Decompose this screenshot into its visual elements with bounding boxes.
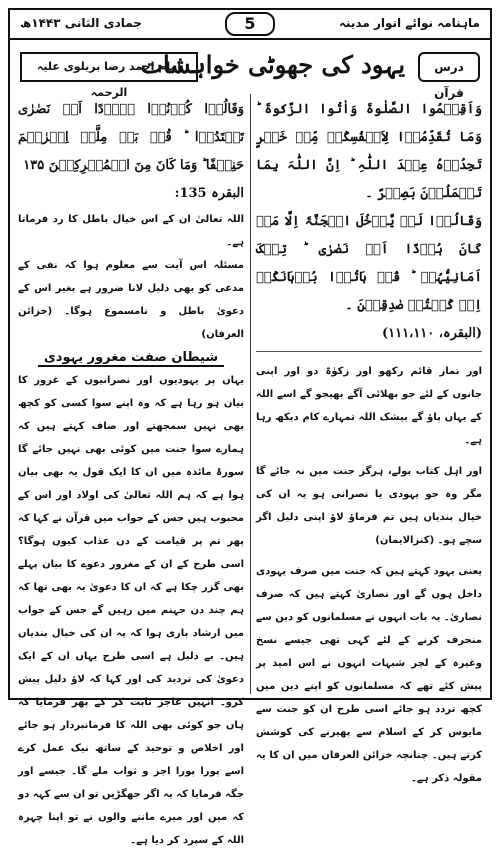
quran-verse-2: وَقَالُوۡا لَنۡ یَّدۡخُلَ الۡجَنَّۃَ اِلَّا مَنۡ کَانَ ہُوۡدًا اَوۡ نَصٰرٰی ؕ تِلۡکَ اَمَانِیُّہُمۡ ؕ قُلۡ ہَاتُوۡا بُرۡہَانَکُمۡ اِنۡ کُنۡتُمۡ صٰدِقِیۡنَ ۔ <box>256 214 482 313</box>
quran-verse-1: وَاَقِیۡمُوا الصَّلٰوۃَ وَاٰتُوا الزَّکٰوۃَ ؕ وَمَا تُقَدِّمُوۡا لِاَنۡفُسِکُمۡ مِّنۡ خَیۡرٍ تَجِدُوۡہُ عِنۡدَ اللّٰہِ ؕ اِنَّ اللّٰہَ بِمَا تَعۡمَلُوۡنَ بَصِیۡرٌ ۔ <box>256 102 482 201</box>
issue-date: جمادی الثانی ۱۴۴۳ھ <box>20 16 142 30</box>
subheading-text: شیطان صفت مغرور یہودی <box>38 350 224 367</box>
section-badge: درس قرآن <box>418 52 480 82</box>
translation-2: اور اہل کتاب بولے، ہرگز جنت میں نہ جائے گا مگر وہ جو یہودی یا نصرانی ہو یہ ان کی خیال بندیاں ہیں تم فرماؤ لاؤ اپنی دلیل اگر سچے ہو۔ (کنزالایمان) <box>256 466 482 546</box>
verse-3-reference: البقرہ 135: <box>174 186 244 201</box>
author-name: امام احمد رضا بریلوی علیہ الرحمہ <box>20 52 198 82</box>
body-paragraph: یہاں پر یہودیوں اور نصرانیوں کے غرور کا بیان ہو رہا ہے کہ وہ اپنے سوا کسی کو کچھ بھی نہیں سمجھتے اور صاف کہتے ہیں کہ ہمارے سوا جنت میں کوئی بھی نہیں جائے گا سورۂ مائدہ میں ان کا ایک قول یہ بھی بیان ہوا ہے کہ ہم اللہ تعالیٰ کی اولاد اور اس کے محبوب ہیں جس کے جواب میں قرآن نے کہا کہ پھر تم پر قیامت کے دن عذاب کیوں ہوگا؟ اسی طرح کے ان کے مغرور دعوے کا بیان پہلے بھی گزر چکا ہے کہ ان کا دعویٰ یہ بھی تھا کہ ہم چند دن جہنم میں رہیں گے جس کے جواب میں ارشاد باری ہوا کہ یہ ان کی خیال بندیاں ہیں۔ بے دلیل ہے اسی طرح یہاں ان کے ایک دعویٰ کی تردید کی اور کہا کہ لاؤ دلیل پیش کرو۔ انہیں عاجز ثابت کر کے پھر فرمایا کہ ہاں جو کوئی بھی اللہ کا فرمانبردار ہو جائے اور اخلاص و توحید کے ساتھ نیک عمل کرے اسے پورا پورا اجر و ثواب ملے گا۔ جیسے اور جگہ فرمایا کہ یہ اگر جھگڑیں تو ان سے کہہ دو کہ میں اور میرے ماننے والوں نے تو اپنا چہرہ اللہ کے سپرد کر دیا ہے۔ <box>18 375 244 846</box>
translation-1: اور نماز قائم رکھو اور زکوٰۃ دو اور اپنی جانوں کے لئے جو بھلائی آگے بھیجو گے اسے اللہ کے یہاں پاؤ گے بیشک اللہ تمہارے کام دیکھ رہا ہے۔ <box>256 366 482 446</box>
page-number: 5 <box>225 12 275 36</box>
article-title: یہود کی جھوٹی خواہشات <box>140 50 405 79</box>
note-1: اللہ تعالیٰ ان کے اس خیال باطل کا رد فرماتا ہے۔ <box>18 214 244 248</box>
divider <box>256 351 482 352</box>
verse-reference: (البقرہ، ۱۱۱،۱۱۰) <box>382 326 482 341</box>
magazine-page <box>8 8 492 846</box>
left-column <box>18 96 244 852</box>
page-header <box>10 10 490 40</box>
magazine-name: ماہنامہ نوائے انوار مدینہ <box>338 16 480 30</box>
note-2: مسئلہ اس آیت سے معلوم ہوا کہ نفی کے مدعی کو بھی دلیل لانا ضرور ہے بغیر اس کے دعویٰ باطل و نامسموع ہوگا۔ (خزائن العرفان) <box>18 260 244 340</box>
right-column <box>256 96 482 790</box>
quran-verse-3: وَقَالُوۡا کُوۡنُوۡا ہُوۡدًا اَوۡ نَصٰرٰی تَہۡتَدُوۡا ؕ قُلۡ بَلۡ مِلَّۃَ اِبۡرٰہٖمَ حَنِیۡفًا ؕ وَمَا کَانَ مِنَ الۡمُشۡرِکِیۡنَ ۱۳۵ <box>18 102 244 173</box>
subheading <box>18 350 244 365</box>
title-row <box>10 44 490 100</box>
column-divider <box>250 94 251 694</box>
commentary-paragraph: یعنی یہود کہتے ہیں کہ جنت میں صرف یہودی داخل ہوں گے اور نصاریٰ کہتے ہیں کہ صرف نصاریٰ۔ یہ بات انہوں نے مسلمانوں کو دین سے منحرف کرنے کے لئے کہی تھی جیسے نسخ وغیرہ کے لچر شبہات انہوں نے اس امید پر پیش کئے تھے کہ مسلمانوں کو اپنے دین میں کچھ تردد ہو جائے اسی طرح ان کو جنت سے مایوس کر کے اسلام سے پھیرنے کی کوشش کرتے ہیں۔ چنانچہ خزائن العرفان میں ان کا یہ مقولہ ذکر ہے۔ <box>256 566 482 784</box>
